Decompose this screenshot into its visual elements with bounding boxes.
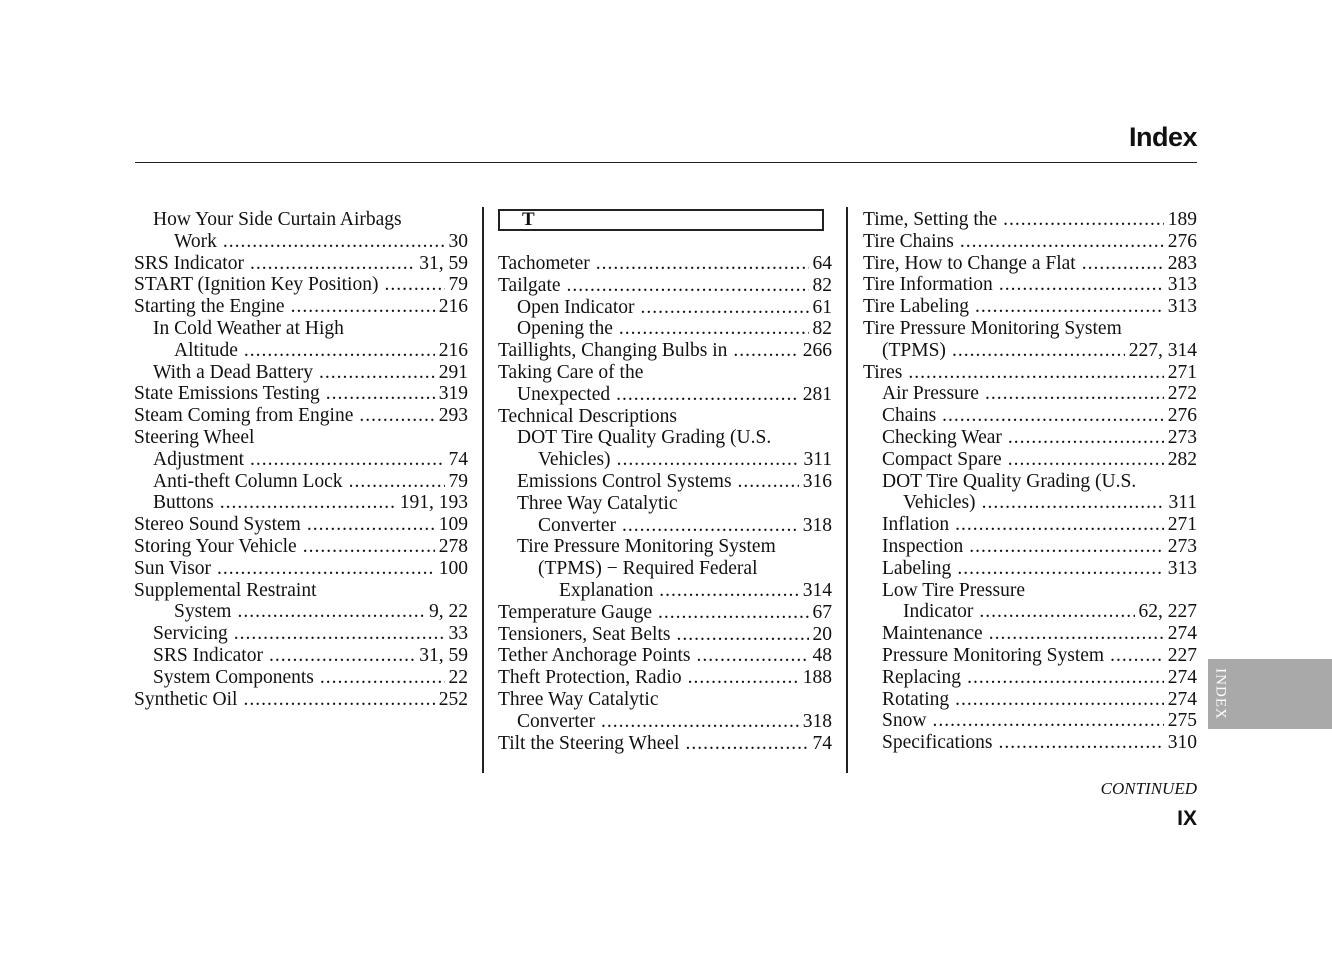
index-entry: [863, 340, 1197, 362]
entry-page: 281: [802, 383, 832, 405]
entry-text: Specifications: [882, 732, 993, 754]
dot-leader: [250, 253, 415, 275]
entry-text: DOT Tire Quality Grading (U.S.: [882, 470, 1137, 492]
entry-page: 313: [1167, 296, 1197, 318]
dot-leader: [359, 405, 434, 427]
dot-leader: [688, 667, 799, 689]
entry-text: Maintenance: [882, 623, 983, 645]
entry-page: 216: [438, 296, 468, 318]
entry-page: 275: [1167, 710, 1197, 732]
index-entry: [498, 318, 832, 340]
entry-text: Time, Setting the: [863, 209, 998, 230]
index-entry: [863, 580, 1197, 602]
entry-page: 274: [1167, 623, 1197, 645]
entry-page: 319: [438, 383, 468, 405]
dot-leader: [303, 536, 435, 558]
entry-page: 61: [812, 296, 832, 318]
entry-text: State Emissions Testing: [134, 383, 320, 405]
entry-text: Taking Care of the: [498, 361, 644, 383]
dot-leader: [952, 340, 1125, 362]
column-divider: [846, 207, 848, 773]
entry-text: (TPMS) − Required Federal: [538, 558, 758, 580]
index-entry: [134, 362, 468, 384]
entry-page: 33: [448, 623, 468, 645]
entry-text: Tilt the Steering Wheel: [498, 732, 680, 754]
entry-text: Tensioners, Seat Belts: [498, 623, 671, 645]
dot-leader: [738, 471, 799, 493]
dot-leader: [1082, 253, 1164, 275]
index-column-3: [863, 209, 1197, 754]
column-divider: [482, 207, 484, 773]
entry-page: 22: [448, 666, 468, 688]
dot-leader: [622, 515, 799, 537]
index-column-2: [498, 209, 832, 754]
title-rule: [135, 162, 1197, 163]
entry-page: 31, 59: [419, 644, 468, 666]
dot-leader: [979, 601, 1134, 623]
entry-text: Explanation: [559, 579, 654, 601]
entry-page: 276: [1167, 405, 1197, 427]
entry-text: (TPMS): [882, 339, 946, 361]
index-entry: [498, 471, 832, 493]
dot-leader: [349, 471, 445, 493]
entry-page: 318: [802, 514, 832, 536]
index-entry: [134, 492, 468, 514]
dot-leader: [1110, 645, 1164, 667]
index-side-tab[interactable]: [1208, 659, 1332, 729]
entry-text: Checking Wear: [882, 426, 1002, 448]
dot-leader: [658, 602, 808, 624]
index-entry: [134, 274, 468, 296]
index-entry: [863, 536, 1197, 558]
entry-page: 283: [1167, 252, 1197, 274]
entry-page: 274: [1167, 688, 1197, 710]
entry-text: Tire Information: [863, 274, 993, 296]
entry-text: Work: [174, 230, 217, 252]
dot-leader: [989, 623, 1164, 645]
dot-leader: [967, 667, 1164, 689]
entry-text: Tire, How to Change a Flat: [863, 252, 1076, 274]
entry-page: 62, 227: [1138, 601, 1197, 623]
entry-text: Tachometer: [498, 253, 590, 274]
index-entry: [134, 558, 468, 580]
entry-page: 227, 314: [1128, 339, 1197, 361]
entry-text: Rotating: [882, 688, 950, 710]
dot-leader: [326, 383, 435, 405]
entry-page: 311: [803, 449, 832, 471]
index-entry: [863, 362, 1197, 384]
index-entry: [498, 340, 832, 362]
dot-leader: [641, 297, 809, 319]
dot-leader: [955, 689, 1164, 711]
entry-text: START (Ignition Key Position): [134, 274, 379, 296]
entry-text: Three Way Catalytic: [517, 492, 678, 514]
dot-leader: [999, 274, 1164, 296]
entry-page: 31, 59: [419, 252, 468, 274]
entry-text: DOT Tire Quality Grading (U.S.: [517, 427, 772, 449]
entry-page: 291: [438, 361, 468, 383]
dot-leader: [1003, 209, 1164, 231]
index-entry: [134, 427, 468, 449]
entry-text: Snow: [882, 710, 927, 732]
entry-page: 188: [802, 667, 832, 689]
section-letter-t: T: [498, 209, 824, 231]
dot-leader: [685, 733, 808, 755]
index-entry: [498, 667, 832, 689]
index-entry: [134, 580, 468, 602]
entry-page: 74: [448, 448, 468, 470]
entry-text: Sun Visor: [134, 557, 212, 579]
entry-page: 271: [1167, 361, 1197, 383]
dot-leader: [1008, 427, 1164, 449]
index-entry: [498, 602, 832, 624]
entry-text: Tire Labeling: [863, 296, 969, 318]
index-entry: [863, 296, 1197, 318]
dot-leader: [619, 318, 809, 340]
index-entry: [134, 296, 468, 318]
index-entry: [498, 558, 832, 580]
entry-text: Tether Anchorage Points: [498, 645, 691, 667]
dot-leader: [676, 624, 808, 646]
index-entry: [134, 231, 468, 253]
entry-page: 266: [802, 340, 832, 362]
index-entry: [134, 514, 468, 536]
index-column-1: [134, 209, 468, 710]
entry-text: SRS Indicator: [134, 252, 244, 274]
entry-text: Adjustment: [153, 448, 244, 470]
index-entry: [498, 711, 832, 733]
entry-text: Indicator: [903, 601, 974, 623]
dot-leader: [243, 689, 434, 711]
entry-page: 74: [812, 732, 832, 754]
dot-leader: [659, 580, 799, 602]
entry-page: 79: [448, 274, 468, 296]
index-entry: [863, 449, 1197, 471]
entry-text: Starting the Engine: [134, 296, 285, 318]
dot-leader: [957, 558, 1163, 580]
index-entry: [134, 405, 468, 427]
index-entry: [134, 340, 468, 362]
index-entry: [863, 405, 1197, 427]
entry-text: Emissions Control Systems: [517, 470, 732, 492]
index-entry: [863, 427, 1197, 449]
index-entry: [498, 406, 832, 428]
dot-leader: [250, 449, 445, 471]
index-entry: [863, 558, 1197, 580]
index-entry: [498, 515, 832, 537]
entry-page: 189: [1167, 209, 1197, 230]
dot-leader: [307, 514, 435, 536]
entry-page: 274: [1167, 666, 1197, 688]
dot-leader: [384, 274, 444, 296]
index-entry: [863, 492, 1197, 514]
entry-page: 316: [802, 470, 832, 492]
index-entry: [134, 536, 468, 558]
dot-leader: [955, 514, 1164, 536]
continued-label: CONTINUED: [1100, 779, 1197, 798]
index-entry: [134, 253, 468, 275]
entry-page: 191, 193: [399, 492, 468, 514]
entry-text: Compact Spare: [882, 448, 1002, 470]
entry-page: 273: [1167, 535, 1197, 557]
index-entry: [863, 318, 1197, 340]
dot-leader: [697, 645, 809, 667]
entry-page: 272: [1167, 383, 1197, 405]
index-entry: [863, 383, 1197, 405]
entry-page: 48: [812, 645, 832, 667]
dot-leader: [269, 645, 415, 667]
entry-text: Altitude: [174, 339, 238, 361]
entry-text: Theft Protection, Radio: [498, 667, 682, 689]
entry-page: 227: [1167, 644, 1197, 666]
entry-page: 311: [1168, 492, 1197, 514]
dot-leader: [237, 601, 425, 623]
dot-leader: [960, 231, 1164, 253]
index-entry: [863, 209, 1197, 231]
index-entry: [498, 645, 832, 667]
entry-text: Servicing: [153, 623, 228, 645]
entry-page: 252: [438, 688, 468, 710]
entry-text: Steam Coming from Engine: [134, 405, 354, 427]
entry-page: 313: [1167, 557, 1197, 579]
page-title: Index: [1128, 122, 1197, 152]
index-entry: [498, 253, 832, 275]
entry-text: Converter: [538, 514, 616, 536]
entry-text: Chains: [882, 405, 937, 427]
entry-text: Tire Chains: [863, 230, 954, 252]
entry-text: Unexpected: [517, 383, 611, 405]
dot-leader: [234, 623, 445, 645]
index-entry: [498, 362, 832, 384]
entry-page: 79: [448, 470, 468, 492]
side-tab-label: INDEX: [1212, 668, 1229, 720]
index-entry: [134, 209, 468, 231]
dot-leader: [220, 492, 396, 514]
index-entry: [498, 384, 832, 406]
index-entry: [863, 231, 1197, 253]
index-entry: [498, 275, 832, 297]
entry-text: Tires: [863, 361, 903, 383]
index-entry: [498, 536, 832, 558]
index-entry: [498, 580, 832, 602]
dot-leader: [217, 558, 435, 580]
dot-leader: [932, 710, 1163, 732]
entry-text: Tire Pressure Monitoring System: [863, 317, 1122, 339]
dot-leader: [291, 296, 435, 318]
entry-text: System: [174, 601, 232, 623]
entry-text: Labeling: [882, 557, 952, 579]
dot-leader: [985, 383, 1164, 405]
entry-text: Converter: [517, 710, 595, 732]
entry-text: Tailgate: [498, 274, 561, 296]
entry-text: Technical Descriptions: [498, 405, 677, 427]
entry-page: 82: [812, 318, 832, 340]
dot-leader: [596, 253, 809, 275]
entry-text: Storing Your Vehicle: [134, 535, 297, 557]
entry-text: Air Pressure: [882, 383, 979, 405]
entry-page: 109: [438, 514, 468, 536]
entry-page: 278: [438, 535, 468, 557]
index-entry: [863, 471, 1197, 493]
entry-text: Supplemental Restraint: [134, 579, 317, 601]
dot-leader: [617, 449, 800, 471]
entry-text: In Cold Weather at High: [153, 317, 344, 339]
entry-text: System Components: [153, 666, 314, 688]
index-entry: [134, 318, 468, 340]
dot-leader: [998, 732, 1163, 754]
index-entry: [863, 514, 1197, 536]
dot-leader: [244, 340, 435, 362]
entry-text: Stereo Sound System: [134, 514, 301, 536]
entry-page: 282: [1167, 448, 1197, 470]
index-entry: [498, 297, 832, 319]
entry-page: 30: [448, 230, 468, 252]
entry-page: 82: [812, 274, 832, 296]
entry-text: SRS Indicator: [153, 644, 263, 666]
index-entry: [863, 710, 1197, 732]
dot-leader: [320, 667, 445, 689]
index-entry: [863, 601, 1197, 623]
entry-text: Buttons: [153, 492, 214, 514]
entry-page: 9, 22: [429, 601, 468, 623]
dot-leader: [908, 362, 1163, 384]
index-entry: [134, 383, 468, 405]
dot-leader: [975, 296, 1164, 318]
index-entry: [498, 493, 832, 515]
entry-page: 216: [438, 339, 468, 361]
entry-text: Vehicles): [903, 492, 976, 514]
entry-text: Open Indicator: [517, 296, 635, 318]
dot-leader: [982, 492, 1165, 514]
dot-leader: [616, 384, 799, 406]
entry-text: With a Dead Battery: [153, 361, 314, 383]
index-entry: [134, 645, 468, 667]
index-entry: [498, 449, 832, 471]
index-entries: [498, 253, 832, 754]
index-entry: [498, 624, 832, 646]
entry-page: 273: [1167, 426, 1197, 448]
index-entry: [863, 732, 1197, 754]
entry-page: 310: [1167, 732, 1197, 754]
entry-text: Three Way Catalytic: [498, 688, 659, 710]
page-number: IX: [1177, 807, 1197, 830]
index-entry: [863, 253, 1197, 275]
index-entry: [134, 623, 468, 645]
entry-text: Tire Pressure Monitoring System: [517, 536, 776, 558]
entry-page: 64: [812, 253, 832, 274]
index-entry: [134, 667, 468, 689]
entry-text: Replacing: [882, 666, 962, 688]
entry-page: 100: [438, 557, 468, 579]
index-entry: [863, 623, 1197, 645]
entry-text: Taillights, Changing Bulbs in: [498, 340, 728, 362]
entry-text: Synthetic Oil: [134, 688, 238, 710]
index-entry: [134, 601, 468, 623]
dot-leader: [601, 711, 799, 733]
entry-text: Steering Wheel: [134, 426, 255, 448]
dot-leader: [733, 340, 798, 362]
entry-text: Opening the: [517, 318, 613, 340]
entry-page: 318: [802, 710, 832, 732]
index-entry: [863, 274, 1197, 296]
index-entry: [863, 667, 1197, 689]
dot-leader: [1008, 449, 1164, 471]
index-entry: [863, 645, 1197, 667]
entry-page: 276: [1167, 230, 1197, 252]
entry-page: 20: [812, 623, 832, 645]
dot-leader: [567, 275, 809, 297]
index-entry: [498, 733, 832, 755]
entry-text: Vehicles): [538, 449, 611, 471]
entry-text: Temperature Gauge: [498, 601, 653, 623]
index-entry: [134, 471, 468, 493]
index-entry: [134, 689, 468, 711]
index-entry: [498, 689, 832, 711]
entry-text: Anti-theft Column Lock: [153, 470, 343, 492]
dot-leader: [942, 405, 1164, 427]
entry-page: 293: [438, 405, 468, 427]
index-entry: [498, 427, 832, 449]
entry-page: 313: [1167, 274, 1197, 296]
entry-text: How Your Side Curtain Airbags: [153, 209, 402, 230]
entry-text: Pressure Monitoring System: [882, 644, 1105, 666]
entry-text: Low Tire Pressure: [882, 579, 1026, 601]
entry-text: Inflation: [882, 514, 950, 536]
dot-leader: [223, 231, 445, 253]
entry-text: Inspection: [882, 535, 964, 557]
entry-page: 314: [802, 579, 832, 601]
dot-leader: [969, 536, 1164, 558]
index-entry: [134, 449, 468, 471]
dot-leader: [319, 362, 435, 384]
entry-page: 67: [812, 601, 832, 623]
entry-page: 271: [1167, 514, 1197, 536]
index-entry: [863, 689, 1197, 711]
